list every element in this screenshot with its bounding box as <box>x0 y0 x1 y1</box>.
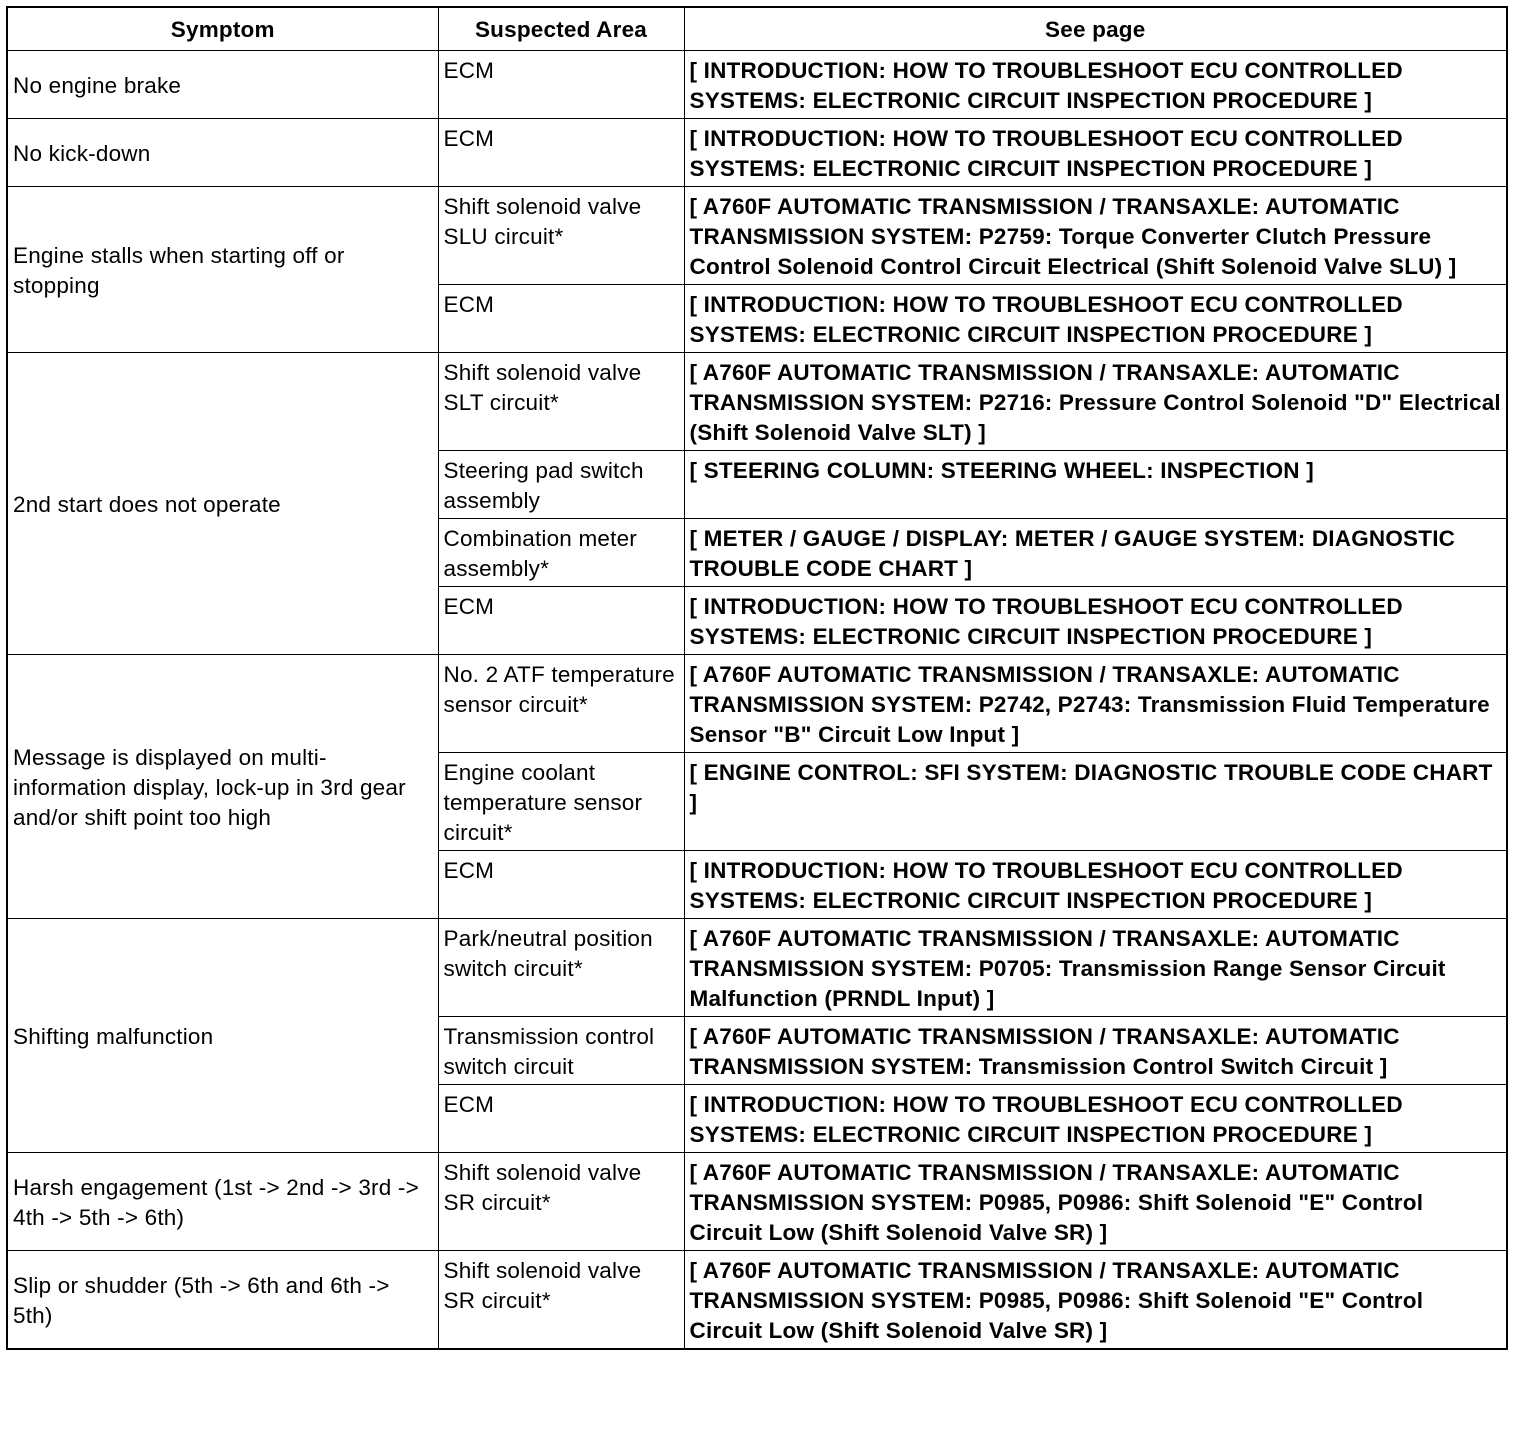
suspected-area-cell: ECM <box>438 119 684 187</box>
suspected-area-cell: Shift solenoid valve SR circuit* <box>438 1153 684 1251</box>
suspected-area-cell: Engine coolant temperature sensor circuit* <box>438 753 684 851</box>
symptom-cell: Slip or shudder (5th -> 6th and 6th -> 5th) <box>7 1251 438 1350</box>
suspected-area-cell: Park/neutral position switch circuit* <box>438 919 684 1017</box>
symptom-cell: Shifting malfunction <box>7 919 438 1153</box>
table-row <box>7 119 1507 187</box>
suspected-area-cell: Steering pad switch assembly <box>438 451 684 519</box>
see-page-reference-cell: [ INTRODUCTION: HOW TO TROUBLESHOOT ECU CONTROLLED SYSTEMS: ELECTRONIC CIRCUIT INSPECTION PROCEDURE ] <box>684 1085 1507 1153</box>
troubleshooting-table <box>6 6 1508 1350</box>
symptom-cell: 2nd start does not operate <box>7 353 438 655</box>
table-header <box>7 7 1507 51</box>
suspected-area-cell: Combination meter assembly* <box>438 519 684 587</box>
suspected-area-column-header: Suspected Area <box>438 7 684 51</box>
see-page-reference-cell: [ INTRODUCTION: HOW TO TROUBLESHOOT ECU CONTROLLED SYSTEMS: ELECTRONIC CIRCUIT INSPECTION PROCEDURE ] <box>684 51 1507 119</box>
table-row <box>7 1153 1507 1251</box>
table-row <box>7 353 1507 451</box>
see-page-reference-cell: [ INTRODUCTION: HOW TO TROUBLESHOOT ECU CONTROLLED SYSTEMS: ELECTRONIC CIRCUIT INSPECTION PROCEDURE ] <box>684 285 1507 353</box>
suspected-area-cell: ECM <box>438 587 684 655</box>
symptom-cell: Message is displayed on multi-information display, lock-up in 3rd gear and/or shift point too high <box>7 655 438 919</box>
see-page-reference-cell: [ ENGINE CONTROL: SFI SYSTEM: DIAGNOSTIC TROUBLE CODE CHART ] <box>684 753 1507 851</box>
suspected-area-cell: Shift solenoid valve SLT circuit* <box>438 353 684 451</box>
table-row <box>7 919 1507 1017</box>
see-page-reference-cell: [ INTRODUCTION: HOW TO TROUBLESHOOT ECU CONTROLLED SYSTEMS: ELECTRONIC CIRCUIT INSPECTION PROCEDURE ] <box>684 587 1507 655</box>
suspected-area-cell: Shift solenoid valve SLU circuit* <box>438 187 684 285</box>
see-page-column-header: See page <box>684 7 1507 51</box>
suspected-area-cell: Transmission control switch circuit <box>438 1017 684 1085</box>
table-body <box>7 51 1507 1350</box>
see-page-reference-cell: [ A760F AUTOMATIC TRANSMISSION / TRANSAXLE: AUTOMATIC TRANSMISSION SYSTEM: P2742, P2743: Transmission Fluid Temperature Sensor "B" Circuit Low Input ] <box>684 655 1507 753</box>
symptom-cell: No engine brake <box>7 51 438 119</box>
symptom-cell: Harsh engagement (1st -> 2nd -> 3rd -> 4th -> 5th -> 6th) <box>7 1153 438 1251</box>
see-page-reference-cell: [ A760F AUTOMATIC TRANSMISSION / TRANSAXLE: AUTOMATIC TRANSMISSION SYSTEM: P0705: Transmission Range Sensor Circuit Malfunction (PRNDL Input) ] <box>684 919 1507 1017</box>
table-row <box>7 1251 1507 1350</box>
see-page-reference-cell: [ A760F AUTOMATIC TRANSMISSION / TRANSAXLE: AUTOMATIC TRANSMISSION SYSTEM: P0985, P0986: Shift Solenoid "E" Control Circuit Low (Shift Solenoid Valve SR) ] <box>684 1153 1507 1251</box>
see-page-reference-cell: [ INTRODUCTION: HOW TO TROUBLESHOOT ECU CONTROLLED SYSTEMS: ELECTRONIC CIRCUIT INSPECTION PROCEDURE ] <box>684 119 1507 187</box>
table-row <box>7 51 1507 119</box>
see-page-reference-cell: [ A760F AUTOMATIC TRANSMISSION / TRANSAXLE: AUTOMATIC TRANSMISSION SYSTEM: P0985, P0986: Shift Solenoid "E" Control Circuit Low (Shift Solenoid Valve SR) ] <box>684 1251 1507 1350</box>
suspected-area-cell: No. 2 ATF temperature sensor circuit* <box>438 655 684 753</box>
suspected-area-cell: ECM <box>438 1085 684 1153</box>
suspected-area-cell: ECM <box>438 285 684 353</box>
see-page-reference-cell: [ STEERING COLUMN: STEERING WHEEL: INSPECTION ] <box>684 451 1507 519</box>
see-page-reference-cell: [ A760F AUTOMATIC TRANSMISSION / TRANSAXLE: AUTOMATIC TRANSMISSION SYSTEM: P2759: Torque Converter Clutch Pressure Control Solenoid Control Circuit Electrical (Shift Solenoid Valve SLU) ] <box>684 187 1507 285</box>
suspected-area-cell: ECM <box>438 51 684 119</box>
suspected-area-cell: ECM <box>438 851 684 919</box>
header-row <box>7 7 1507 51</box>
symptom-cell: No kick-down <box>7 119 438 187</box>
symptom-cell: Engine stalls when starting off or stopping <box>7 187 438 353</box>
table-row <box>7 187 1507 285</box>
see-page-reference-cell: [ METER / GAUGE / DISPLAY: METER / GAUGE SYSTEM: DIAGNOSTIC TROUBLE CODE CHART ] <box>684 519 1507 587</box>
table-row <box>7 655 1507 753</box>
see-page-reference-cell: [ INTRODUCTION: HOW TO TROUBLESHOOT ECU CONTROLLED SYSTEMS: ELECTRONIC CIRCUIT INSPECTION PROCEDURE ] <box>684 851 1507 919</box>
symptom-column-header: Symptom <box>7 7 438 51</box>
see-page-reference-cell: [ A760F AUTOMATIC TRANSMISSION / TRANSAXLE: AUTOMATIC TRANSMISSION SYSTEM: Transmission Control Switch Circuit ] <box>684 1017 1507 1085</box>
see-page-reference-cell: [ A760F AUTOMATIC TRANSMISSION / TRANSAXLE: AUTOMATIC TRANSMISSION SYSTEM: P2716: Pressure Control Solenoid "D" Electrical (Shift Solenoid Valve SLT) ] <box>684 353 1507 451</box>
suspected-area-cell: Shift solenoid valve SR circuit* <box>438 1251 684 1350</box>
